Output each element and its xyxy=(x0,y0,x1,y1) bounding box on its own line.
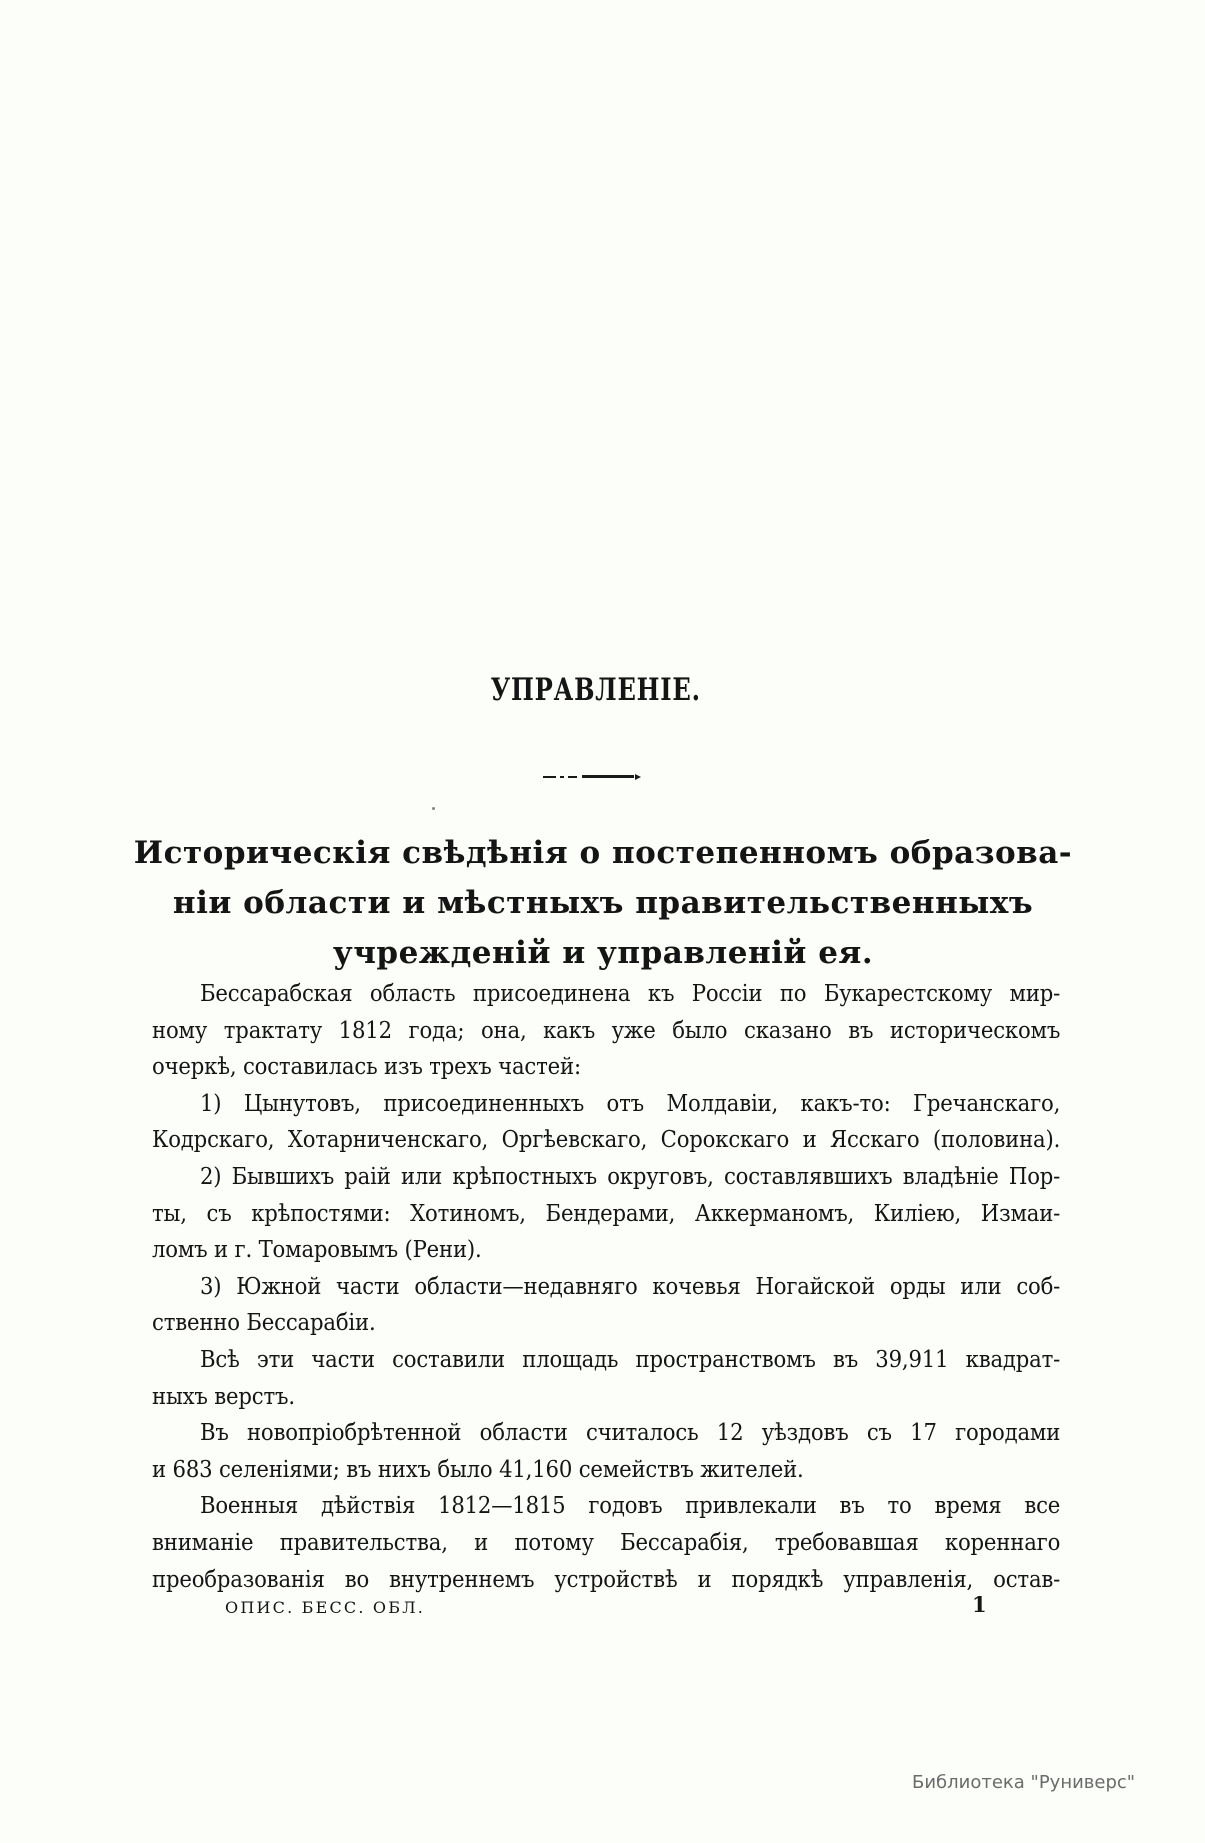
heading-line: ніи области и мѣстныхъ правительственныхъ xyxy=(172,885,1034,921)
chapter-title-text: УПРАВЛЕНІЕ. xyxy=(490,672,702,708)
divider-dash xyxy=(543,776,556,778)
body-text-line: ныхъ верстъ. xyxy=(152,1383,295,1410)
body-text-line: 1) Цынутовъ, присоединенныхъ отъ Молдавіи, какъ-то: Гречанскаго, xyxy=(199,1090,1061,1117)
print-speck xyxy=(432,807,435,810)
section-divider-rule xyxy=(543,766,643,774)
body-text-line: ты, съ крѣпостями: Хотиномъ, Бендерами, Аккерманомъ, Киліею, Измаи- xyxy=(152,1200,1061,1227)
divider-arrow-tip xyxy=(635,774,641,780)
body-text-line: 2) Бывшихъ раій или крѣпостныхъ округовъ, составлявшихъ владѣніе Пор- xyxy=(199,1163,1061,1190)
footer-signature: ОПИС. БЕСС. ОБЛ. xyxy=(225,1598,426,1617)
body-text-line: Кодрскаго, Хотарниченскаго, Оргѣевскаго, Сорокскаго и Ясскаго (половина). xyxy=(152,1127,1061,1154)
divider-dash xyxy=(560,776,564,778)
body-text-line: ному трактату 1812 года; она, какъ уже было сказано въ историческомъ xyxy=(152,1017,1061,1044)
library-watermark: Библиотека "Руниверс" xyxy=(912,1772,1136,1793)
body-text-line: Въ новопріобрѣтенной области считалось 12 уѣздовъ съ 17 городами xyxy=(199,1420,1061,1447)
body-text-line: Всѣ эти части составили площадь пространствомъ въ 39,911 квадрат- xyxy=(199,1346,1061,1373)
body-text-line: 3) Южной части области—недавняго кочевья Ногайской орды или соб- xyxy=(199,1273,1061,1300)
section-heading xyxy=(128,828,1078,978)
heading-line: Историческія свѣдѣнія о постепенномъ образова- xyxy=(133,835,1073,871)
body-text-block xyxy=(152,976,1060,1598)
body-text-line: очеркѣ, составилась изъ трехъ частей: xyxy=(152,1054,581,1081)
divider-line xyxy=(582,775,634,778)
body-text-line: преобразованія во внутреннемъ устройствѣ и порядкѣ управленія, остав- xyxy=(152,1566,1061,1593)
heading-line: учрежденій и управленій ея. xyxy=(332,935,874,971)
body-text-line: Бессарабская область присоединена къ Россіи по Букарестскому мир- xyxy=(199,981,1061,1007)
body-text-line: Военныя дѣйствія 1812—1815 годовъ привлекали въ то время все xyxy=(199,1493,1061,1520)
body-text-line: ломъ и г. Томаровымъ (Рени). xyxy=(152,1237,482,1264)
page-number: 1 xyxy=(972,1592,987,1617)
body-text-line: и 683 селеніями; въ нихъ было 41,160 семействъ жителей. xyxy=(152,1456,804,1483)
body-text-line: ственно Бессарабіи. xyxy=(152,1310,376,1337)
divider-dash xyxy=(568,776,577,778)
body-text-line: вниманіе правительства, и потому Бессарабія, требовавшая кореннаго xyxy=(152,1529,1061,1556)
chapter-title xyxy=(0,672,1192,708)
